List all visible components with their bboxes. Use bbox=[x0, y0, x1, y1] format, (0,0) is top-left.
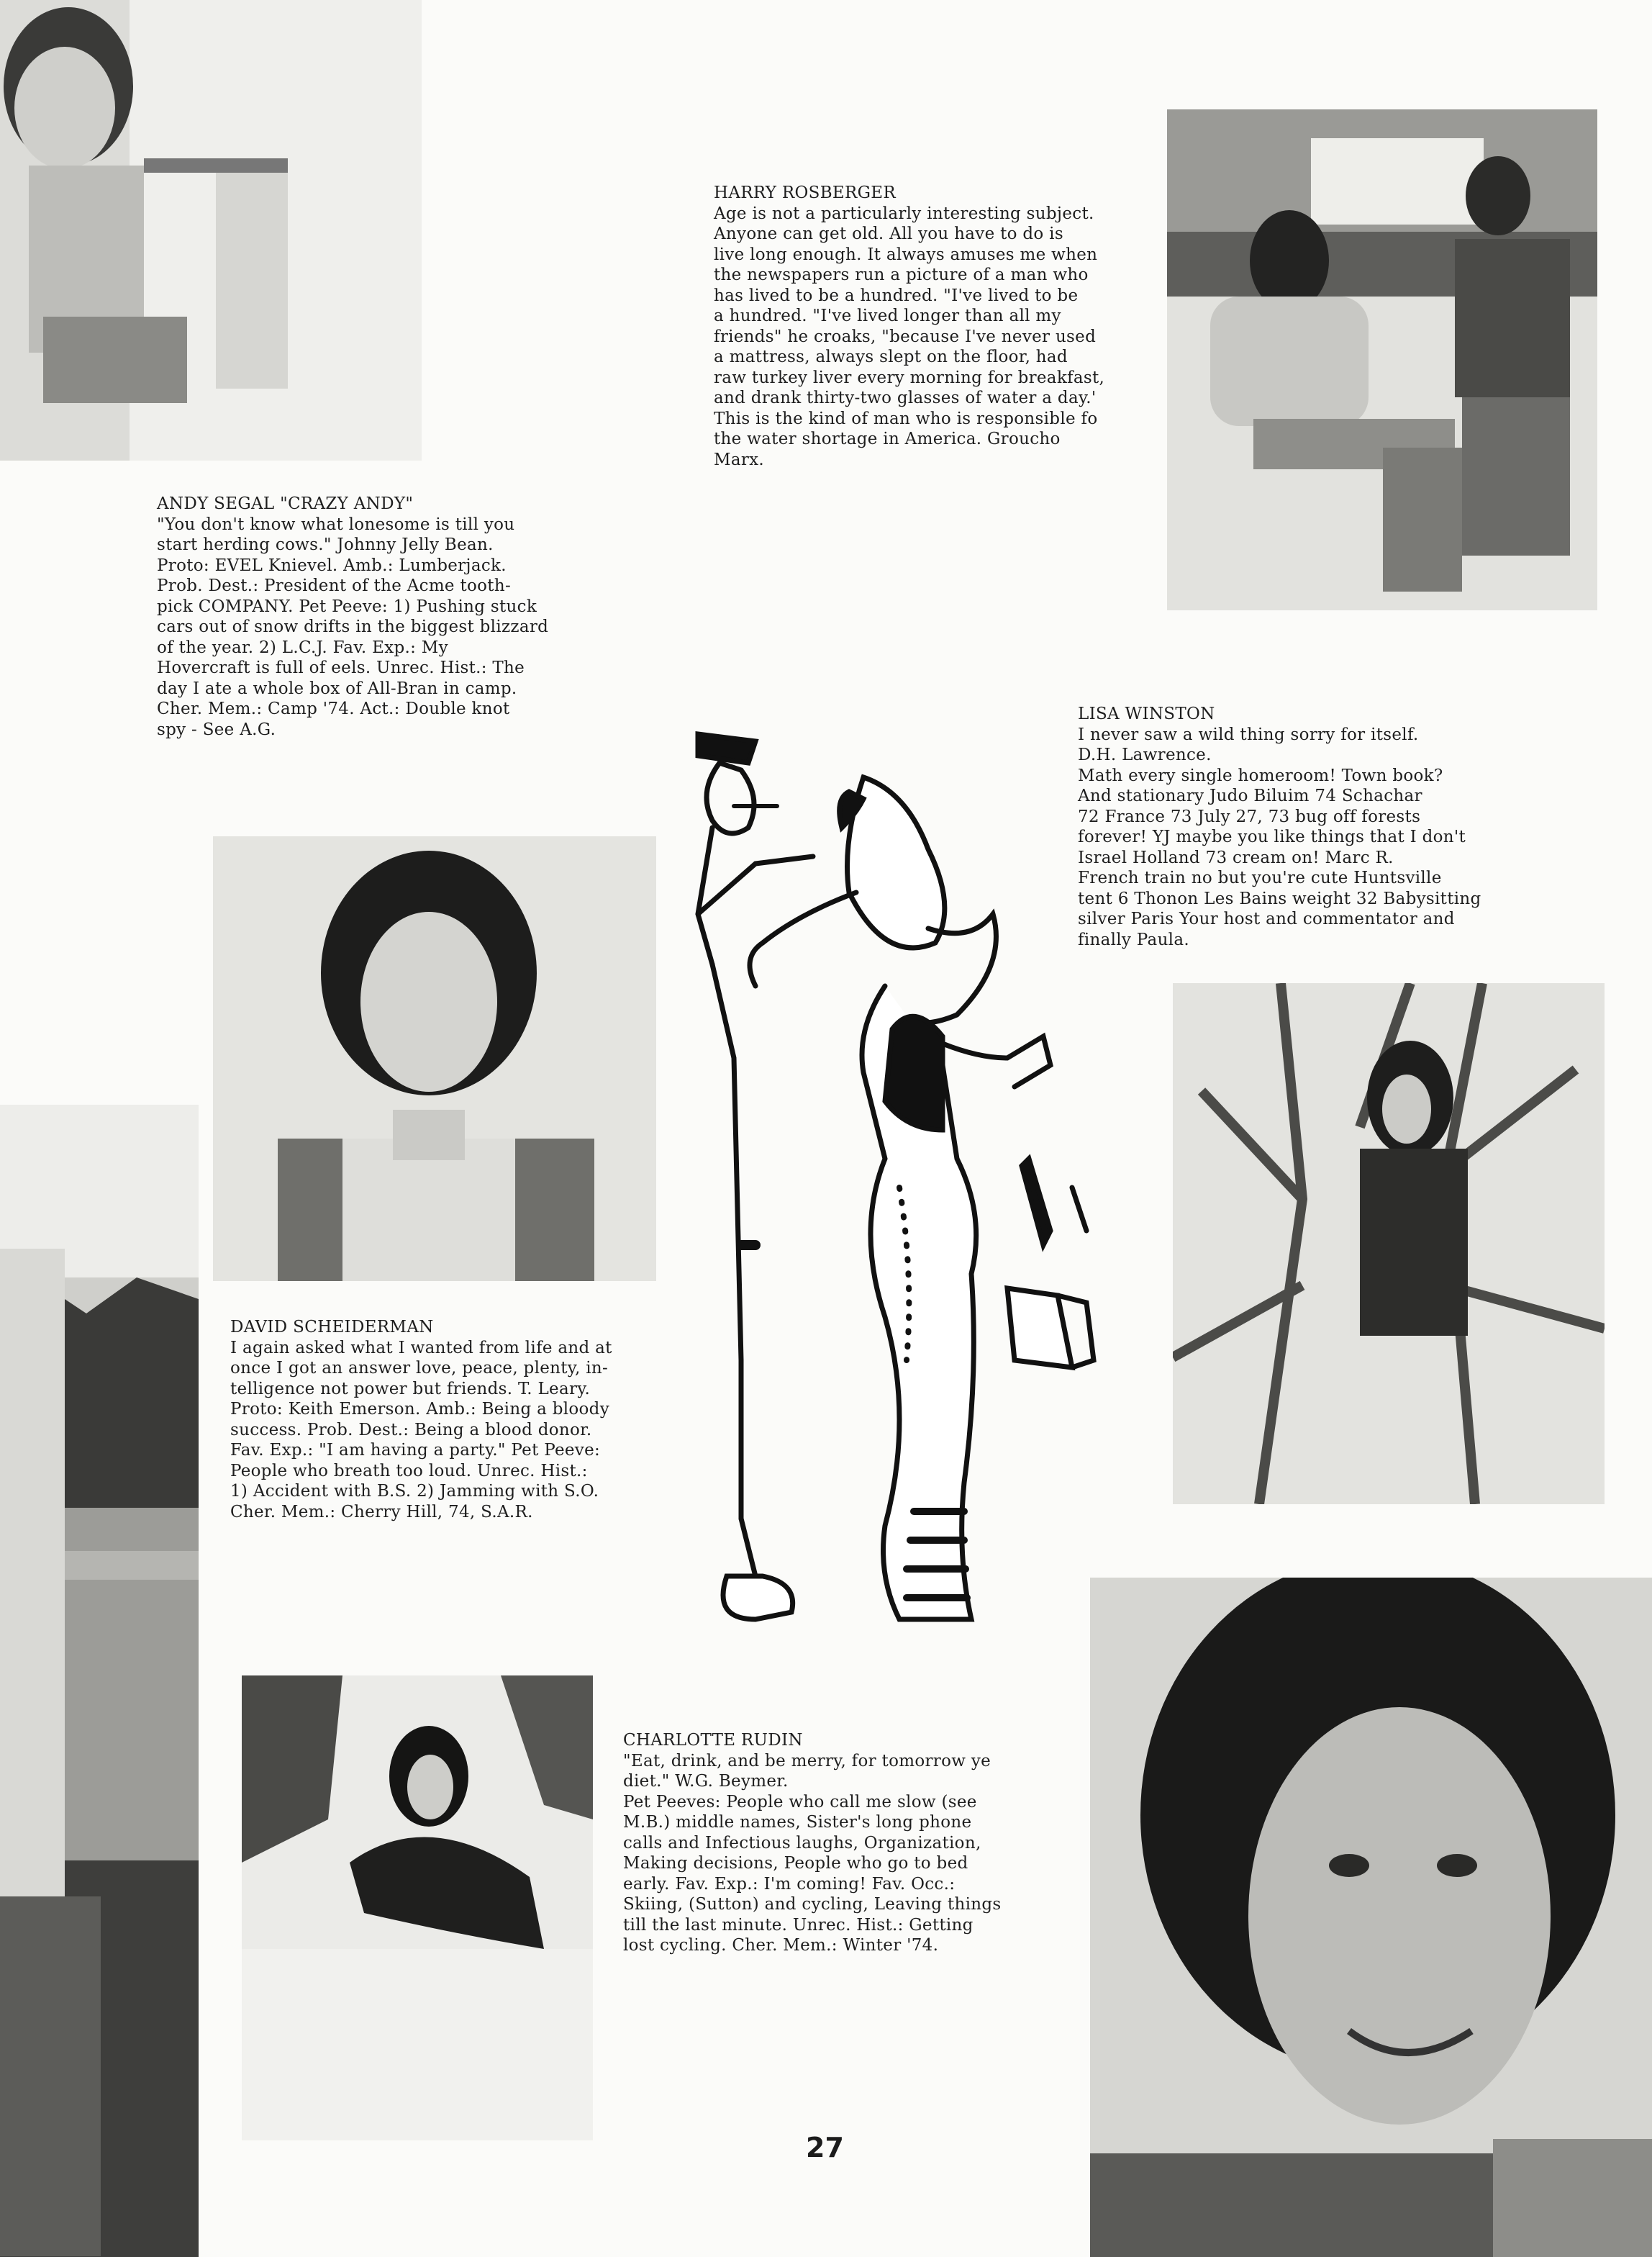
entry-david-scheiderman bbox=[230, 1317, 662, 1522]
student-bio: "Eat, drink, and be merry, for tomorrow ye diet." W.G. Beymer. Pet Peeves: People who call me slow (see M.B.) middle names, Sister's long phone calls and Infectious laughs, Organization, Making decisions, People who go to bed early. Fav. Exp.: I'm coming! Fav. Occ.: Skiing, (Sutton) and cycling, Leaving things till the last minute. Unrec. Hist.: Getting lost cycling. Cher. Mem.: Winter '74. bbox=[623, 1751, 1002, 1955]
entry-andy-segal bbox=[157, 494, 589, 740]
lake-photo bbox=[0, 1105, 199, 2257]
student-bio: I never saw a wild thing sorry for itself. D.H. Lawrence. Math every single homeroom! Town book? And stationary Judo Biluim 74 Schachar 72 France 73 July 27, 73 bug off forests forever! YJ maybe you like things that I don't Israel Holland 73 cream on! Marc R. French train no but you're cute Huntsville tent 6 Thonon Les Bains weight 32 Babysitting silver Paris Your host and commentator and finally Paula. bbox=[1078, 725, 1481, 949]
student-name: CHARLOTTE RUDIN bbox=[623, 1731, 803, 1750]
page-number: 27 bbox=[806, 2132, 844, 2163]
student-bio: "You don't know what lonesome is till you start herding cows." Johnny Jelly Bean. Proto: EVEL Knievel. Amb.: Lumberjack. Prob. Dest.: President of the Acme tooth- pick COMPANY. Pet Peeve: 1) Pushing stuck cars out of snow drifts in the biggest blizzard of the year. 2) L.C.J. Fav. Exp.: My Hovercraft is full of eels. Unrec. Hist.: The day I ate a whole box of All-Bran in camp. Cher. Mem.: Camp '74. Act.: Double knot spy - See A.G. bbox=[157, 515, 549, 739]
david-portrait-photo bbox=[213, 836, 656, 1281]
baby-photo bbox=[0, 0, 422, 461]
entry-lisa-winston bbox=[1078, 704, 1524, 950]
student-name: HARRY ROSBERGER bbox=[714, 184, 897, 202]
student-name: LISA WINSTON bbox=[1078, 705, 1215, 723]
student-bio: Age is not a particularly interesting subject. Anyone can get old. All you have to do is live long enough. It always amuses me when the newspapers run a picture of a man who has lived to be a hundred. "I've lived to be a hundred. "I've lived longer than all my friends" he croaks, "because I've never used a mattress, always slept on the floor, had raw turkey liver every morning for breakfast, and drank thirty-two glasses of water a day.' This is the kind of man who is responsible fo the water shortage in America. Groucho Marx. bbox=[714, 204, 1105, 469]
student-name: DAVID SCHEIDERMAN bbox=[230, 1318, 434, 1336]
lisa-tree-photo bbox=[1173, 983, 1605, 1504]
charlotte-snow-photo bbox=[242, 1675, 593, 2140]
student-bio: I again asked what I wanted from life and at once I got an answer love, peace, plenty, in- telligence not power but friends. T. Leary. Proto: Keith Emerson. Amb.: Being a bloody success. Prob. Dest.: Being a blood donor. Fav. Exp.: "I am having a party." Pet Peeve: People who breath too loud. Unrec. Hist.: 1) Accident with B.S. 2) Jamming with S.O. Cher. Mem.: Cherry Hill, 74, S.A.R. bbox=[230, 1338, 612, 1521]
entry-harry-rosberger bbox=[714, 183, 1145, 470]
entry-charlotte-rudin bbox=[623, 1730, 1055, 1956]
student-name: ANDY SEGAL "CRAZY ANDY" bbox=[157, 494, 414, 513]
classroom-photo bbox=[1167, 109, 1597, 610]
smiling-portrait-photo bbox=[1090, 1578, 1652, 2257]
cartoon-illustration bbox=[669, 727, 1144, 1663]
